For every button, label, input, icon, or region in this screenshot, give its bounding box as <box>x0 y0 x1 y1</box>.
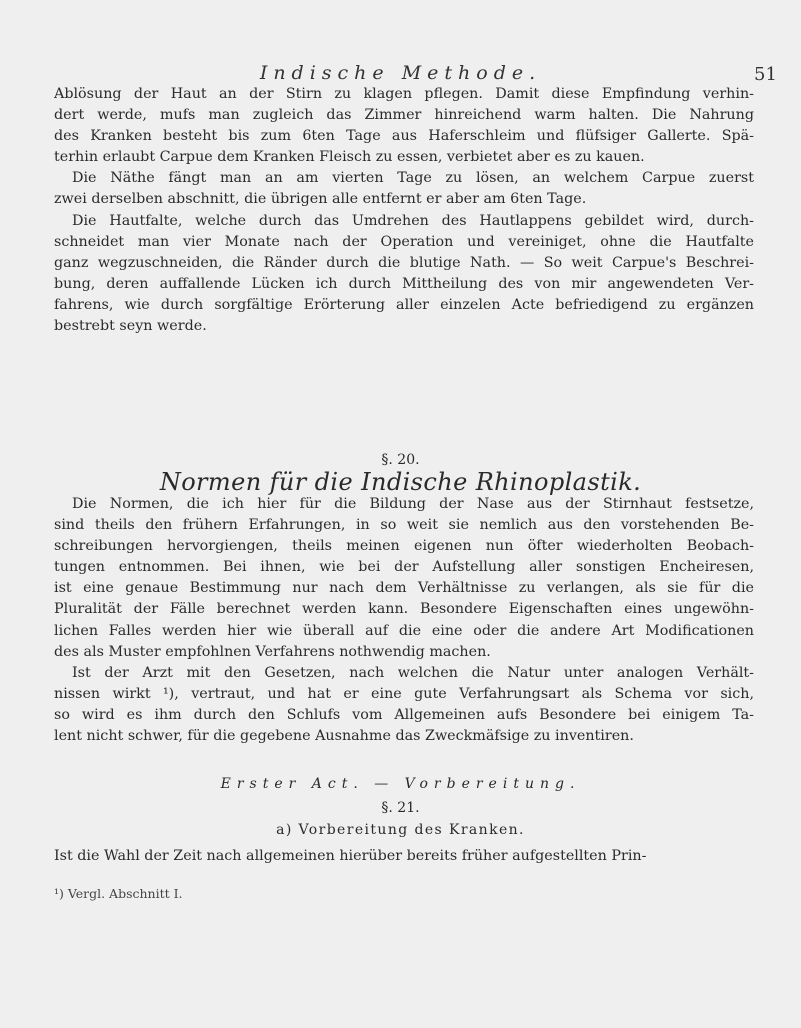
text-line: sind theils den frühern Erfahrungen, in so weit sie nemlich aus den vorstehenden Be- <box>54 517 754 534</box>
text-line: Die Normen, die ich hier für die Bildung der Nase aus der Stirnhaut festsetze, <box>72 496 754 512</box>
text-line: lent nicht schwer, für die gegebene Ausnahme das Zweckmäfsige zu inventiren. <box>54 728 634 745</box>
section-number-20: §. 20. <box>381 452 420 468</box>
text-line: des Kranken besteht bis zum 6ten Tage aus Haferschleim und flüfsiger Gallerte. Spä- <box>54 128 754 145</box>
text-line: Ist der Arzt mit den Gesetzen, nach welchen die Natur unter analogen Verhält- <box>72 664 754 681</box>
text-line: dert werde, mufs man zugleich das Zimmer hinreichend warm halten. Die Nahrung <box>54 107 754 124</box>
act-heading: Erster Act. — Vorbereitung. <box>220 776 581 792</box>
footnote: ¹) Vergl. Abschnitt I. <box>54 886 183 901</box>
text-line: tungen entnommen. Bei ihnen, wie bei der Aufstellung aller sonstigen Encheiresen, <box>54 559 754 576</box>
text-line: schneidet man vier Monate nach der Operation und vereiniget, ohne die Hautfalte <box>54 233 754 250</box>
subsection-heading: a) Vorbereitung des Kranken. <box>276 822 525 838</box>
paragraph-line-start: Ist die Wahl der Zeit nach allgemeinen hierüber bereits früher aufgestellten Prin- <box>54 848 647 864</box>
paragraph-block-normen <box>54 494 754 747</box>
text-line: Ablösung der Haut an der Stirn zu klagen pflegen. Damit diese Empfindung verhin- <box>54 86 754 102</box>
text-line: Die Näthe fängt man an am vierten Tage zu lösen, an welchem Carpue zuerst <box>72 170 754 187</box>
text-line: schreibungen hervorgiengen, theils meinen eigenen nun öfter wiederholten Beobach- <box>54 538 754 555</box>
text-line: so wird es ihm durch den Schlufs vom Allgemeinen aufs Besondere bei einigem Ta- <box>54 706 754 723</box>
text-line: fahrens, wie durch sorgfältige Erörterung aller einzelen Acte befriedigend zu ergänzen <box>54 296 754 313</box>
text-line: Die Hautfalte, welche durch das Umdrehen des Hautlappens gebildet wird, durch- <box>72 212 754 229</box>
text-line: bestrebt seyn werde. <box>54 318 207 335</box>
section-number-21: §. 21. <box>381 800 420 816</box>
text-line: lichen Falles werden hier wie überall auf die eine oder die andere Art Modificationen <box>54 622 754 639</box>
paragraph-block-top <box>54 84 754 337</box>
text-line: des als Muster empfohlnen Verfahrens nothwendig machen. <box>54 643 491 660</box>
text-line: terhin erlaubt Carpue dem Kranken Fleisch zu essen, verbietet aber es zu kauen. <box>54 149 645 166</box>
page-number: 51 <box>754 64 777 85</box>
text-line: Pluralität der Fälle berechnet werden kann. Besondere Eigenschaften eines ungewöhn- <box>54 601 754 618</box>
text-line: nissen wirkt ¹), vertraut, und hat er eine gute Verfahrungsart als Schema vor sich, <box>54 685 754 702</box>
section-heading: Normen für die Indische Rhinoplastik. <box>159 468 642 496</box>
text-line: ganz wegzuschneiden, die Ränder durch die blutige Nath. — So weit Carpue's Beschrei- <box>54 254 754 271</box>
text-line: zwei derselben abschnitt, die übrigen alle entfernt er aber am 6ten Tage. <box>54 191 587 208</box>
text-line: bung, deren auffallende Lücken ich durch Mittheilung des von mir angewendeten Ver- <box>54 275 754 292</box>
text-line: ist eine genaue Bestimmung nur nach dem Verhältnisse zu verlangen, als sie für die <box>54 580 754 597</box>
running-title: Indische Methode. <box>259 62 542 84</box>
